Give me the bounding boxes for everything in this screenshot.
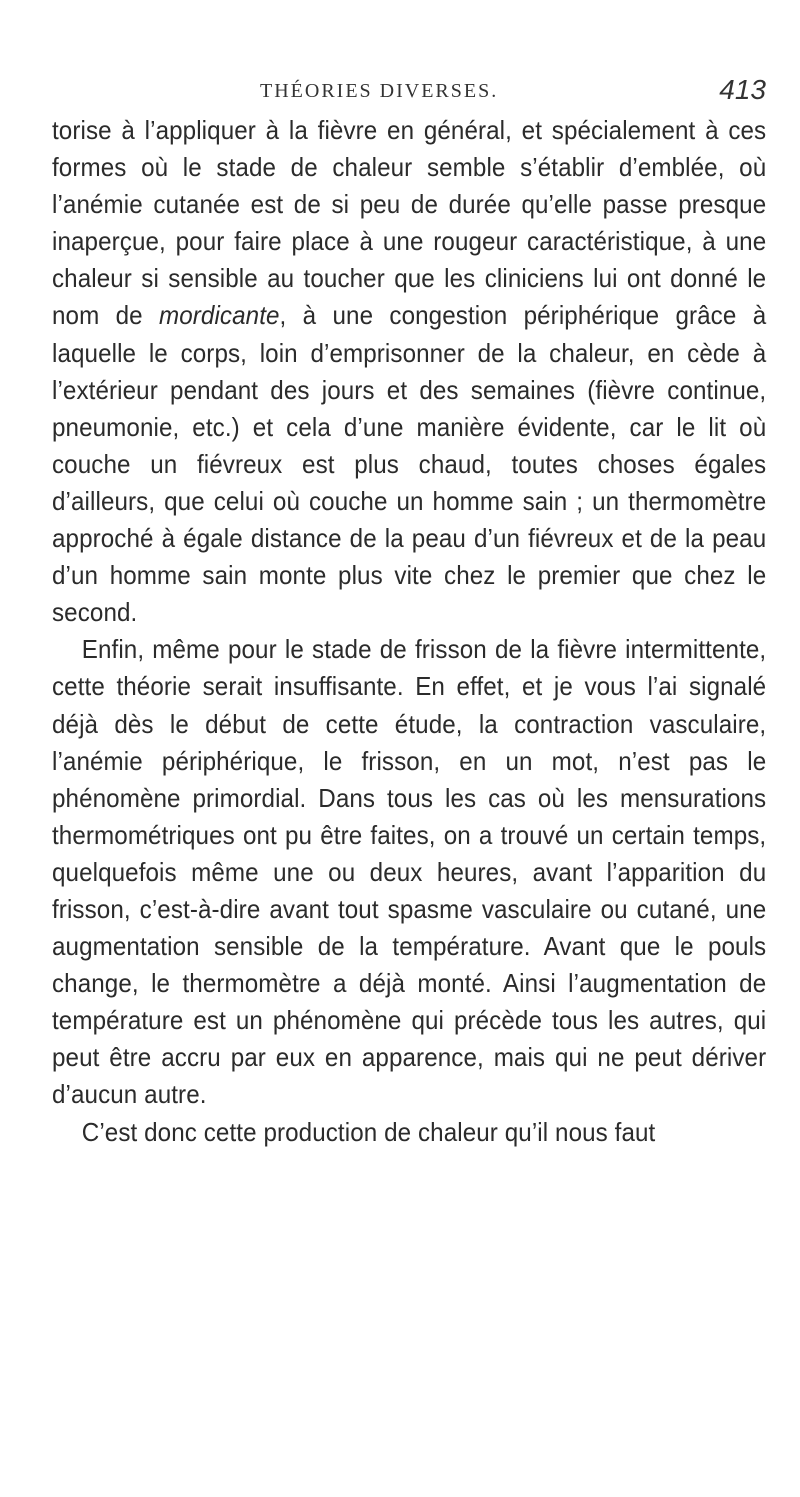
body-text	[52, 112, 766, 1151]
page-number: 413	[719, 74, 766, 105]
running-head	[52, 74, 766, 108]
running-title: THÉORIES DIVERSES.	[260, 80, 499, 102]
paragraph-1-part-a: torise à l’appliquer à la fièvre en général, et spécialement à ces formes où le stade de chaleur semble s’établir d’emblée, où l’anémie cutanée est de si peu de durée qu’elle passe presque inaperçue, pour faire place à une rougeur caractéristique, à une chaleur si sensible au toucher que les cliniciens lui ont donné le nom de	[52, 115, 767, 331]
paragraph-1	[52, 112, 766, 631]
italic-term: mordicante	[159, 300, 280, 331]
paragraph-1-part-b: , à une congestion périphérique grâce à laquelle le corps, loin d’emprisonner de la chaleur, en cède à l’extérieur pendant des jours et des semaines (fièvre continue, pneumonie, etc.) et cela d’une manière évidente, car le lit où couche un fiévreux est plus chaud, toutes choses égales d’ailleurs, que celui où couche un homme sain ; un thermomètre approché à égale distance de la peau d’un fiévreux et de la peau d’un homme sain monte plus vite chez le premier que chez le second.	[52, 300, 767, 628]
paragraph-2: Enfin, même pour le stade de frisson de la fièvre intermittente, cette théorie serait insuffisante. En effet, et je vous l’ai signalé déjà dès le début de cette étude, la contraction vasculaire, l’anémie périphérique, le frisson, en un mot, n’est pas le phénomène primordial. Dans tous les cas où les mensurations thermométriques ont pu être faites, on a trouvé un certain temps, quelquefois même une ou deux heures, avant l’apparition du frisson, c’est-à-dire avant tout spasme vasculaire ou cutané, une augmentation sensible de la température. Avant que le pouls change, le thermomètre a déjà monté. Ainsi l’augmentation de température est un phénomène qui précède tous les autres, qui peut être accru par eux en apparence, mais qui ne peut dériver d’aucun autre.	[52, 634, 767, 1110]
paragraph-3: C’est donc cette production de chaleur qu’il nous faut	[81, 1116, 656, 1147]
